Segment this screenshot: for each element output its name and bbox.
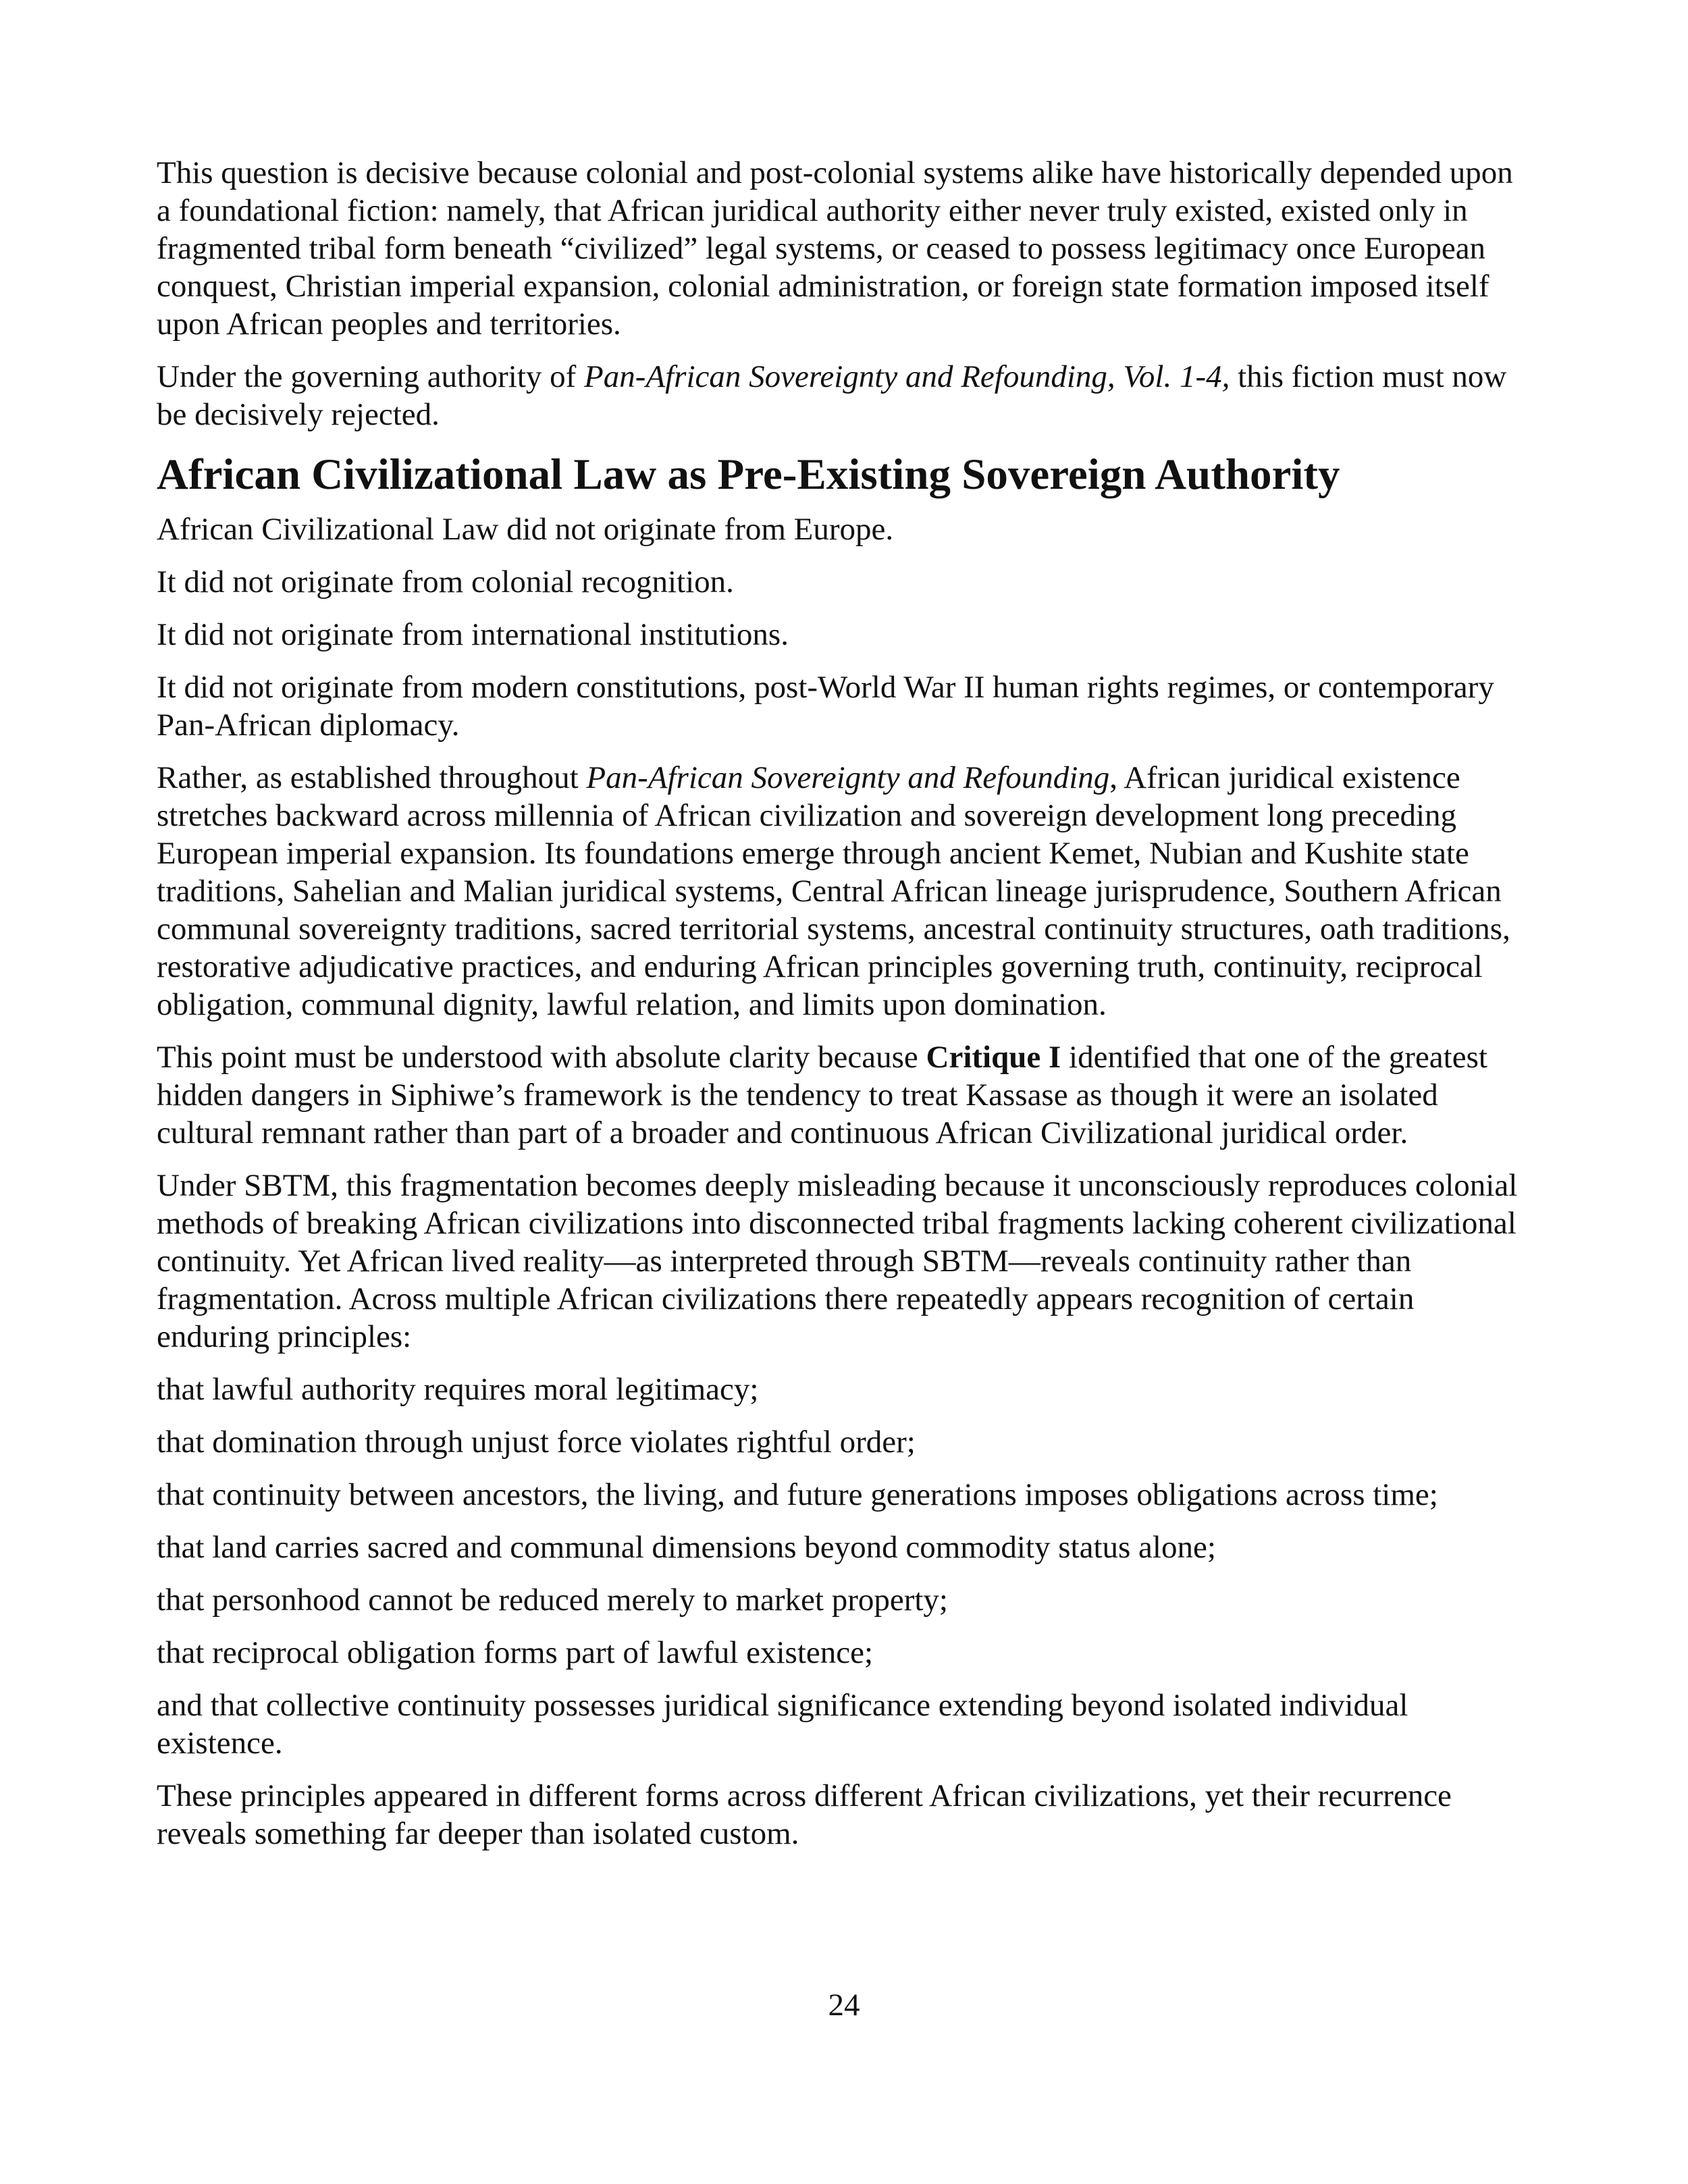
governing-title-italic: Pan-African Sovereignty and Refounding, Vol. 1-4, [584,359,1230,394]
critique-bold: Critique I [926,1040,1061,1075]
critique-text-after: identified that one of the greatest hidden dangers in Siphiwe’s framework is the tendency to treat Kassase as though it were an isolated cultural remnant rather than part of a broader and continuous African Civilizational juridical order. [157,1040,1487,1150]
paragraph-origin-colonial: It did not originate from colonial recognition. [157,564,734,600]
paragraph-origin-europe: African Civilizational Law did not originate from Europe. [157,512,894,547]
principle-item: that continuity between ancestors, the living, and future generations imposes obligations across time; [157,1477,1438,1512]
principle-item: that domination through unjust force violates rightful order; [157,1424,916,1460]
governing-text-before: Under the governing authority of [157,359,585,394]
paragraph-origin-constitutions: It did not originate from modern constitutions, post-World War II human rights regimes, or contemporary Pan-African diplomacy. [157,670,1494,743]
rather-text-after: , African juridical existence stretches backward across millennia of African civilization and sovereign development long preceding European imperial expansion. Its foundations emerge through ancient Kemet, Nubian and Kushite state traditions, Sahelian and Malian juridical systems, Central African lineage jurisprudence, Southern African communal sovereignty traditions, sacred territorial systems, ancestral continuity structures, oath traditions, restorative adjudicative practices, and enduring African principles governing truth, continuity, reciprocal obligation, communal dignity, lawful relation, and limits upon domination. [157,760,1510,1022]
paragraph-governing-authority [157,358,1524,433]
rather-title-italic: Pan-African Sovereignty and Refounding [586,760,1110,795]
section-heading: African Civilizational Law as Pre-Existing Sovereign Authority [157,450,1340,499]
principle-item: that lawful authority requires moral legitimacy; [157,1372,759,1407]
page-number: 24 [828,1988,860,2023]
principle-item: that reciprocal obligation forms part of lawful existence; [157,1635,874,1670]
principle-item: that personhood cannot be reduced merely to market property; [157,1582,948,1618]
page-body [157,154,1524,1867]
critique-text-before: This point must be understood with absolute clarity because [157,1040,926,1075]
principle-item: that land carries sacred and communal dimensions beyond commodity status alone; [157,1530,1216,1565]
paragraph-critique [157,1038,1524,1152]
governing-text-after: this fiction must now be decisively rejected. [157,359,1507,432]
paragraph-closing: These principles appeared in different forms across different African civilizations, yet their recurrence reveals something far deeper than isolated custom. [157,1778,1452,1851]
paragraph-rather [157,759,1524,1023]
paragraph-sbtm: Under SBTM, this fragmentation becomes deeply misleading because it unconsciously reproduces colonial methods of breaking African civilizations into disconnected tribal fragments lacking coherent civilizational continuity. Yet African lived reality—as interpreted through SBTM—reveals continuity rather than fragmentation. Across multiple African civilizations there repeatedly appears recognition of certain enduring principles: [157,1168,1518,1354]
paragraph-foundational-fiction: This question is decisive because colonial and post-colonial systems alike have historically depended upon a foundational fiction: namely, that African juridical authority either never truly existed, existed only in fragmented tribal form beneath “civilized” legal systems, or ceased to possess legitimacy once European conquest, Christian imperial expansion, colonial administration, or foreign state formation imposed itself upon African peoples and territories. [157,155,1513,342]
principle-item: and that collective continuity possesses juridical significance extending beyond isolated individual existence. [157,1688,1408,1761]
paragraph-origin-international: It did not originate from international institutions. [157,617,789,652]
rather-text-before: Rather, as established throughout [157,760,587,795]
